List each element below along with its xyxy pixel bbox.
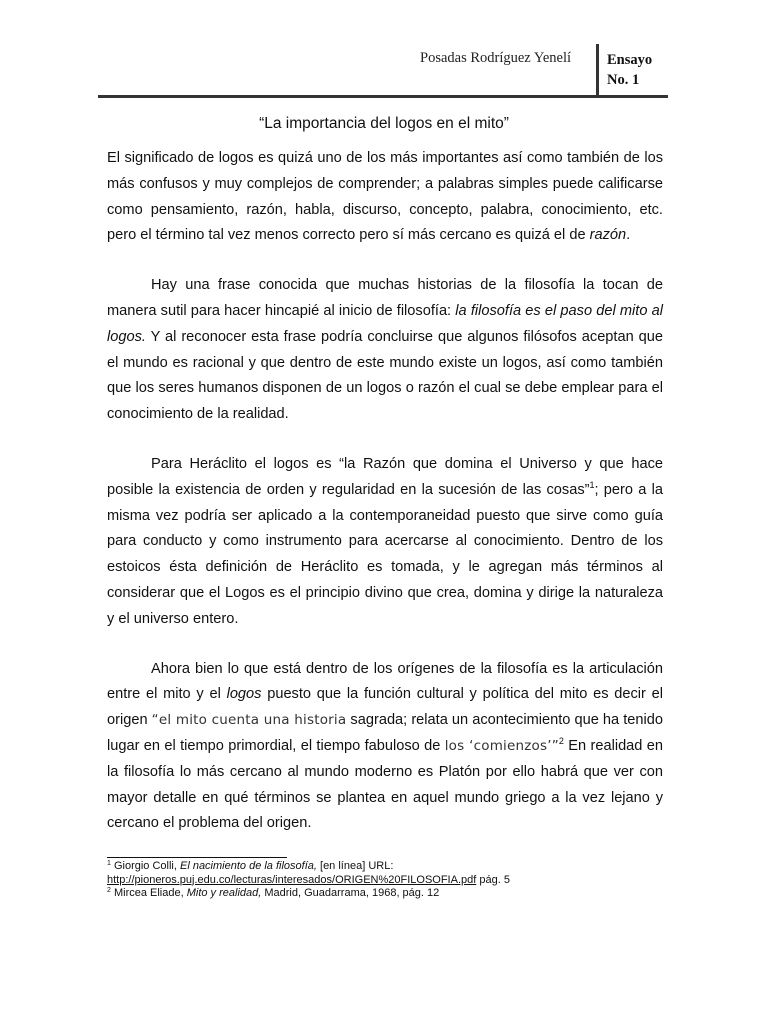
footnotes <box>107 860 667 901</box>
footnote-work: El nacimiento de la filosofía, <box>179 860 317 872</box>
paragraph-text: Y al reconocer esta frase podría concluirse que algunos filósofos aceptan que el mundo es racional y que dentro de este mundo existe un logos, así como también que los seres humanos disponen de un logos o razón el cual se debe emplear para el conocimiento de la realidad. <box>107 328 663 423</box>
footnote-number: 1 <box>107 860 111 867</box>
footnote-1 <box>107 860 667 874</box>
header-author: Posadas Rodríguez Yenelí <box>420 50 572 66</box>
footnote-1-link-line <box>107 874 667 888</box>
footnote-work: Mito y realidad, <box>186 887 262 899</box>
footnote-reference: 2 <box>558 735 564 746</box>
paragraph-2 <box>107 273 663 428</box>
footnote-number: 2 <box>107 887 111 894</box>
footnote-details: Madrid, Guadarrama, 1968, pág. 12 <box>261 887 440 899</box>
paragraph-text: El significado de logos es quizá uno de los más importantes así como también de los más confusos y muy complejos de comprender; a palabras simples puede calificarse como pensamiento, razón, habla, discurso, concepto, palabra, conocimiento, etc. pero el término tal vez menos correcto pero sí más cercano es quizá el de <box>107 150 663 244</box>
paragraph-text: puesto que la función cultural y política del mito es decir el origen <box>107 686 663 729</box>
header-doc-number: No. 1 <box>607 72 640 88</box>
essay-body <box>107 146 663 861</box>
header-essay-label <box>607 50 652 90</box>
paragraph-text: Hay una frase conocida que muchas historias de la filosofía la tocan de manera sutil para hacer hincapié al inicio de filosofía: <box>107 277 663 319</box>
paragraph-text: En realidad en la filosofía lo más cercano al mundo moderno es Platón por ello habrá que ver con mayor detalle en qué términos se plantea en aquel mundo griego a la vez lejano y cercano el problema del origen. <box>107 737 663 832</box>
paragraph-text: Para Heráclito el logos es “la Razón que domina el Universo y que hace posible la existencia de orden y regularidad en la sucesión de las cosas” <box>107 455 663 498</box>
footnote-author: Giorgio Colli, <box>110 860 180 872</box>
essay-title: “La importancia del logos en el mito” <box>259 115 509 132</box>
italic-text: razón <box>589 227 627 244</box>
quoted-text: los ‘comienzos’” <box>444 737 559 754</box>
footnote-url-link[interactable]: http://pioneros.puj.edu.co/lecturas/interesados/ORIGEN%20FILOSOFIA.pdf <box>107 873 477 886</box>
footnote-2 <box>107 887 667 901</box>
paragraph-text: ; pero a la misma vez podría ser aplicado a la contemporaneidad puesto que sirve como guía para conducto y como instrumento para acercarse al conocimiento. Dentro de los estoicos ésta definición de Heráclito es tomada, y le agregan más términos al considerar que el Logos es el principio divino que crea, domina y dirige la naturaleza y el universo entero. <box>107 481 663 627</box>
footnote-reference: 1 <box>589 479 595 490</box>
quoted-text: “el mito cuenta una historia <box>151 712 347 729</box>
footnote-author: Mircea Eliade, <box>110 887 187 899</box>
paragraph-1 <box>107 146 663 249</box>
paragraph-text: Ahora bien lo que está dentro de los orígenes de la filosofía es la articulación entre el mito y el <box>107 660 663 703</box>
paragraph-3 <box>107 452 663 633</box>
footnote-page: pág. 5 <box>476 873 510 886</box>
header-vertical-rule <box>596 44 599 96</box>
footnote-details: [en línea] URL: <box>316 860 394 872</box>
footnote-separator <box>107 857 287 858</box>
header-horizontal-rule <box>98 95 668 98</box>
italic-text: logos <box>226 686 262 703</box>
paragraph-4 <box>107 657 663 838</box>
paragraph-text: sagrada; relata un acontecimiento que ha tenido lugar en el tiempo primordial, el tiempo fabuloso de <box>107 712 664 754</box>
paragraph-text: . <box>626 227 631 244</box>
header-doc-type: Ensayo <box>607 52 653 68</box>
italic-text: la filosofía es el paso del mito al logos. <box>107 302 664 345</box>
